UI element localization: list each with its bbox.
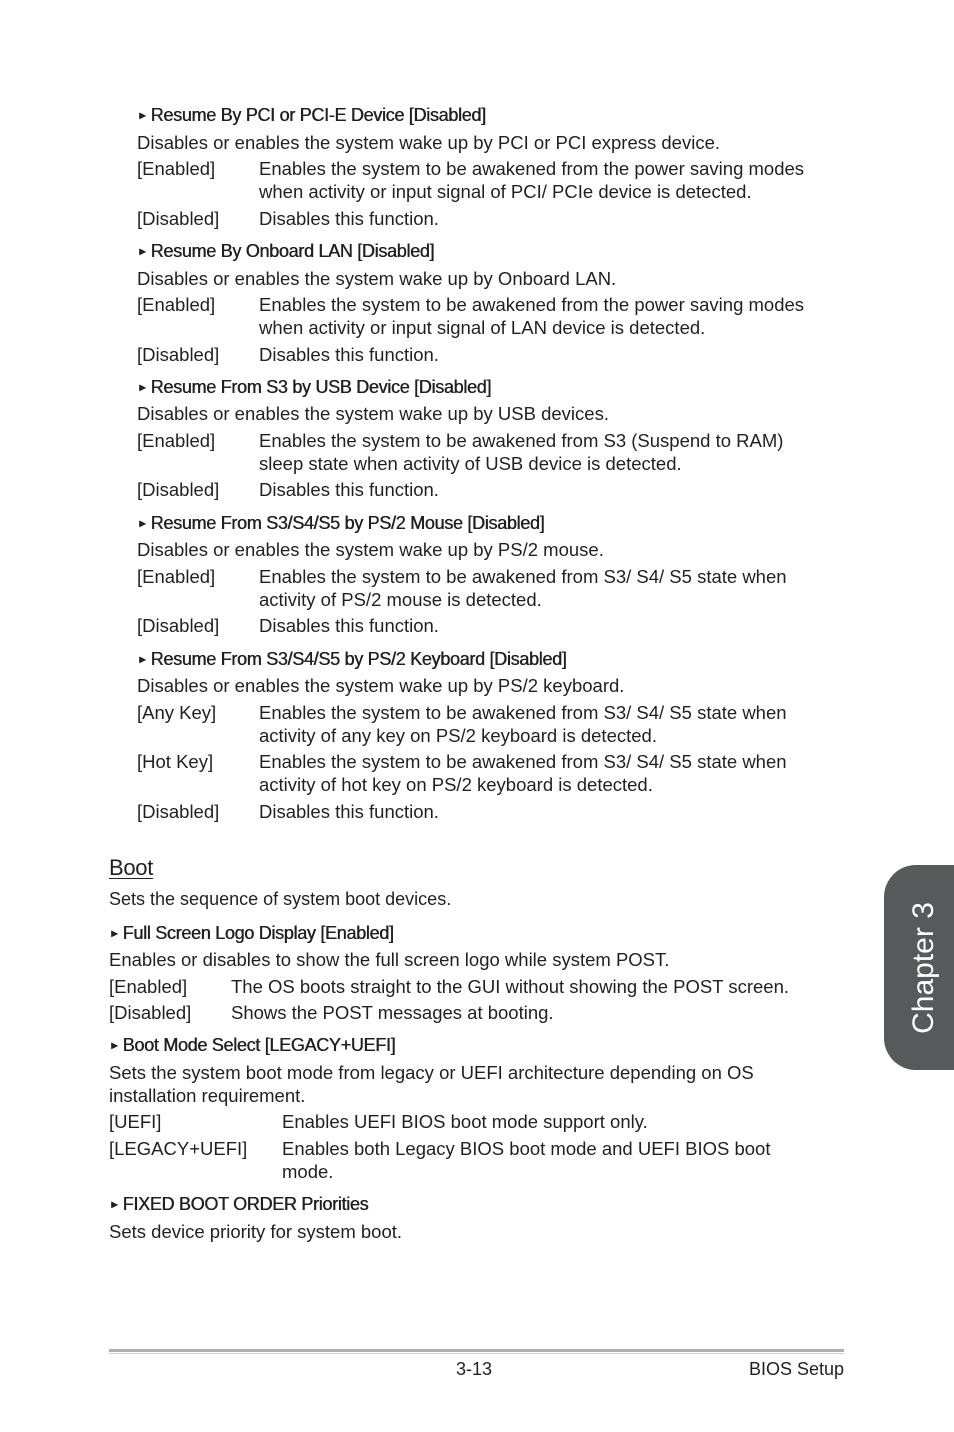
- option-description: The OS boots straight to the GUI without showing the POST screen.: [231, 976, 790, 997]
- setting-description: Disables or enables the system wake up by Onboard LAN.: [137, 268, 617, 289]
- option-description: Enables the system to be awakened from S3/ S4/ S5 state when activity of any key on PS/2 keyboard is detected.: [259, 702, 787, 746]
- setting-heading: ► Resume From S3 by USB Device [Disabled]: [137, 377, 492, 397]
- option-key: [LEGACY+UEFI]: [109, 1138, 248, 1159]
- option-key: [Disabled]: [137, 208, 220, 229]
- triangle-bullet-icon: ►: [137, 110, 148, 122]
- option-description: Enables the system to be awakened from S3/ S4/ S5 state when activity of hot key on PS/2 keyboard is detected.: [259, 751, 787, 795]
- option-description: Enables the system to be awakened from the power saving modes when activity or input signal of LAN device is detected.: [259, 294, 805, 338]
- option-key: [Enabled]: [137, 566, 216, 587]
- option-key: [Disabled]: [109, 1002, 192, 1023]
- option-description: Disables this function.: [259, 479, 439, 500]
- option-key: [Disabled]: [137, 801, 220, 822]
- setting-description: Disables or enables the system wake up by USB devices.: [137, 403, 609, 424]
- option-key: [Disabled]: [137, 479, 220, 500]
- setting-description: Sets the system boot mode from legacy or UEFI architecture depending on OS installation requirement.: [109, 1062, 754, 1106]
- triangle-bullet-icon: ►: [137, 518, 148, 530]
- setting-description: Disables or enables the system wake up by PS/2 mouse.: [137, 539, 604, 560]
- setting-heading: ► Resume From S3/S4/S5 by PS/2 Mouse [Disabled]: [137, 513, 545, 533]
- boot-section-title: Boot: [109, 855, 154, 880]
- setting-description: Enables or disables to show the full screen logo while system POST.: [109, 949, 670, 970]
- triangle-bullet-icon: ►: [109, 1040, 120, 1052]
- option-description: Shows the POST messages at booting.: [231, 1002, 554, 1023]
- footer-divider-thin: [109, 1353, 844, 1354]
- setting-description: Disables or enables the system wake up by PCI or PCI express device.: [137, 132, 721, 153]
- setting-heading: ► FIXED BOOT ORDER Priorities: [109, 1194, 369, 1214]
- option-description: Enables UEFI BIOS boot mode support only.: [282, 1111, 648, 1132]
- triangle-bullet-icon: ►: [109, 928, 120, 940]
- triangle-bullet-icon: ►: [137, 654, 148, 666]
- option-description: Enables the system to be awakened from the power saving modes when activity or input signal of PCI/ PCIe device is detected.: [259, 158, 805, 202]
- option-description: Disables this function.: [259, 801, 439, 822]
- setting-description: Sets device priority for system boot.: [109, 1221, 403, 1242]
- triangle-bullet-icon: ►: [137, 246, 148, 258]
- option-description: Disables this function.: [259, 615, 439, 636]
- option-key: [Disabled]: [137, 344, 220, 365]
- footer-divider: [109, 1349, 844, 1352]
- triangle-bullet-icon: ►: [137, 382, 148, 394]
- triangle-bullet-icon: ►: [109, 1199, 120, 1211]
- option-description: Enables the system to be awakened from S3 (Suspend to RAM) sleep state when activity of USB device is detected.: [259, 430, 784, 474]
- option-description: Disables this function.: [259, 208, 439, 229]
- setting-description: Disables or enables the system wake up by PS/2 keyboard.: [137, 675, 625, 696]
- boot-section-description: Sets the sequence of system boot devices.: [109, 889, 452, 909]
- option-key: [Hot Key]: [137, 751, 214, 772]
- option-key: [Any Key]: [137, 702, 217, 723]
- option-key: [Enabled]: [137, 294, 216, 315]
- setting-heading: ► Full Screen Logo Display [Enabled]: [109, 923, 394, 943]
- footer-title: BIOS Setup: [748, 1359, 844, 1379]
- page-number: 3-13: [456, 1359, 493, 1379]
- setting-heading: ► Boot Mode Select [LEGACY+UEFI]: [109, 1035, 396, 1055]
- option-description: Enables both Legacy BIOS boot mode and UEFI BIOS boot mode.: [282, 1138, 771, 1182]
- option-key: [Enabled]: [137, 158, 216, 179]
- option-key: [UEFI]: [109, 1111, 162, 1132]
- option-key: [Disabled]: [137, 615, 220, 636]
- chapter-tab: [884, 865, 954, 1070]
- chapter-tab-label: Chapter 3: [907, 901, 940, 1034]
- setting-heading: ► Resume From S3/S4/S5 by PS/2 Keyboard [Disabled]: [137, 649, 567, 669]
- option-description: Disables this function.: [259, 344, 439, 365]
- option-key: [Enabled]: [109, 976, 188, 997]
- option-key: [Enabled]: [137, 430, 216, 451]
- option-description: Enables the system to be awakened from S3/ S4/ S5 state when activity of PS/2 mouse is detected.: [259, 566, 787, 610]
- setting-heading: ► Resume By Onboard LAN [Disabled]: [137, 241, 435, 261]
- setting-heading: ► Resume By PCI or PCI-E Device [Disabled]: [137, 105, 486, 125]
